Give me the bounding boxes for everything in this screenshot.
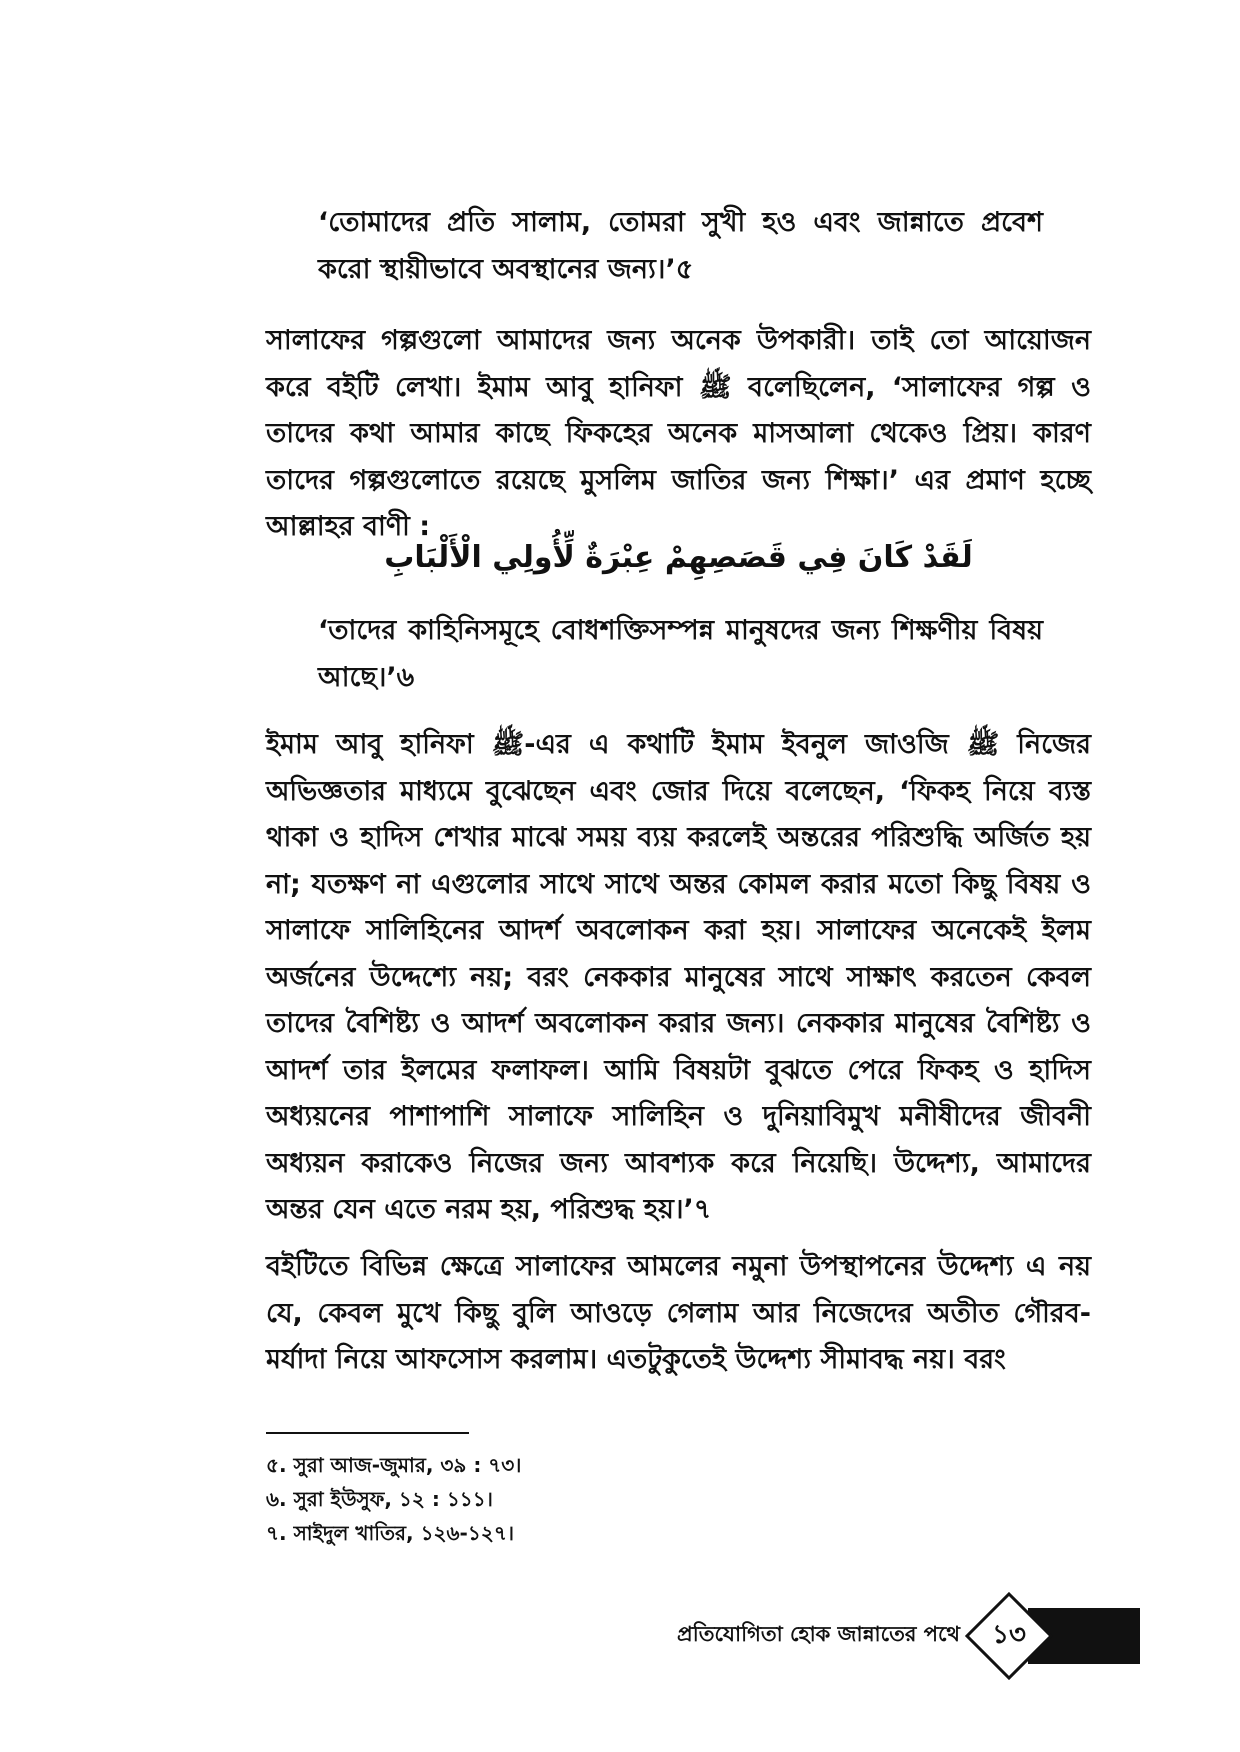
arabic-verse: لَقَدْ كَانَ فِي قَصَصِهِمْ عِبْرَةٌ لِّأُولِي الْأَلْبَابِ <box>384 540 973 575</box>
page-number: ১৩ <box>992 1620 1026 1650</box>
quote-text-1: ‘তোমাদের প্রতি সালাম, তোমরা সুখী হও এবং জান্নাতে প্রবেশ করো স্থায়ীভাবে অবস্থানের জন্য।’৫ <box>318 207 1043 285</box>
quote-text-2: ‘তাদের কাহিনিসমূহে বোধশক্তিসম্পন্ন মানুষদের জন্য শিক্ষণীয় বিষয় আছে।’৬ <box>318 615 1043 693</box>
running-footer-title: প্রতিযোগিতা হোক জান্নাতের পথে <box>677 1622 960 1646</box>
quote-block-1 <box>318 200 1043 293</box>
paragraph-1-text: সালাফের গল্পগুলো আমাদের জন্য অনেক উপকারী। তাই তো আয়োজন করে বইটি লেখা। ইমাম আবু হানিফা ﷺ বলেছিলেন, ‘সালাফের গল্প ও তাদের কথা আমার কাছে ফিকহের অনেক মাসআলা থেকেও প্রিয়। কারণ তাদের গল্পগুলোতে রয়েছে মুসলিম জাতির জন্য শিক্ষা।’ এর প্রমাণ হচ্ছে আল্লাহর বাণী : <box>266 325 1091 542</box>
paragraph-1 <box>266 318 1091 551</box>
paragraph-3 <box>266 1244 1091 1384</box>
paragraph-2 <box>266 722 1091 1234</box>
footnote-6: ৬. সুরা ইউসুফ, ১২ : ১১১। <box>266 1487 493 1511</box>
footnote-divider <box>266 1432 469 1434</box>
paragraph-3-text: বইটিতে বিভিন্ন ক্ষেত্রে সালাফের আমলের নমুনা উপস্থাপনের উদ্দেশ্য এ নয় যে, কেবল মুখে কিছু বুলি আওড়ে গেলাম আর নিজেদের অতীত গৌরব-মর্যাদা নিয়ে আফসোস করলাম। এতটুকুতেই উদ্দেশ্য সীমাবদ্ধ নয়। বরং <box>266 1251 1091 1375</box>
footnote-5: ৫. সুরা আজ-জুমার, ৩৯ : ৭৩। <box>266 1453 522 1477</box>
quote-block-2 <box>318 608 1043 701</box>
paragraph-2-text: ইমাম আবু হানিফা ﷺ-এর এ কথাটি ইমাম ইবনুল জাওজি ﷺ নিজের অভিজ্ঞতার মাধ্যমে বুঝেছেন এবং জোর দিয়ে বলেছেন, ‘ফিকহ নিয়ে ব্যস্ত থাকা ও হাদিস শেখার মাঝে সময় ব্যয় করলেই অন্তরের পরিশুদ্ধি অর্জিত হয় না; যতক্ষণ না এগুলোর সাথে সাথে অন্তর কোমল করার মতো কিছু বিষয় ও সালাফে সালিহিনের আদর্শ অবলোকন করা হয়। সালাফের অনেকেই ইলম অর্জনের উদ্দেশ্যে নয়; বরং নেককার মানুষের সাথে সাক্ষাৎ করতেন কেবল তাদের বৈশিষ্ট্য ও আদর্শ অবলোকন করার জন্য। নেককার মানুষের বৈশিষ্ট্য ও আদর্শ তার ইলমের ফলাফল। আমি বিষয়টা বুঝতে পেরে ফিকহ ও হাদিস অধ্যয়নের পাশাপাশি সালাফে সালিহিন ও দুনিয়াবিমুখ মনীষীদের জীবনী অধ্যয়ন করাকেও নিজের জন্য আবশ্যক করে নিয়েছি। উদ্দেশ্য, আমাদের অন্তর যেন এতে নরম হয়, পরিশুদ্ধ হয়।’৭ <box>266 729 1091 1225</box>
footnotes <box>266 1448 521 1550</box>
footnote-7: ৭. সাইদুল খাতির, ১২৬-১২৭। <box>266 1521 515 1545</box>
